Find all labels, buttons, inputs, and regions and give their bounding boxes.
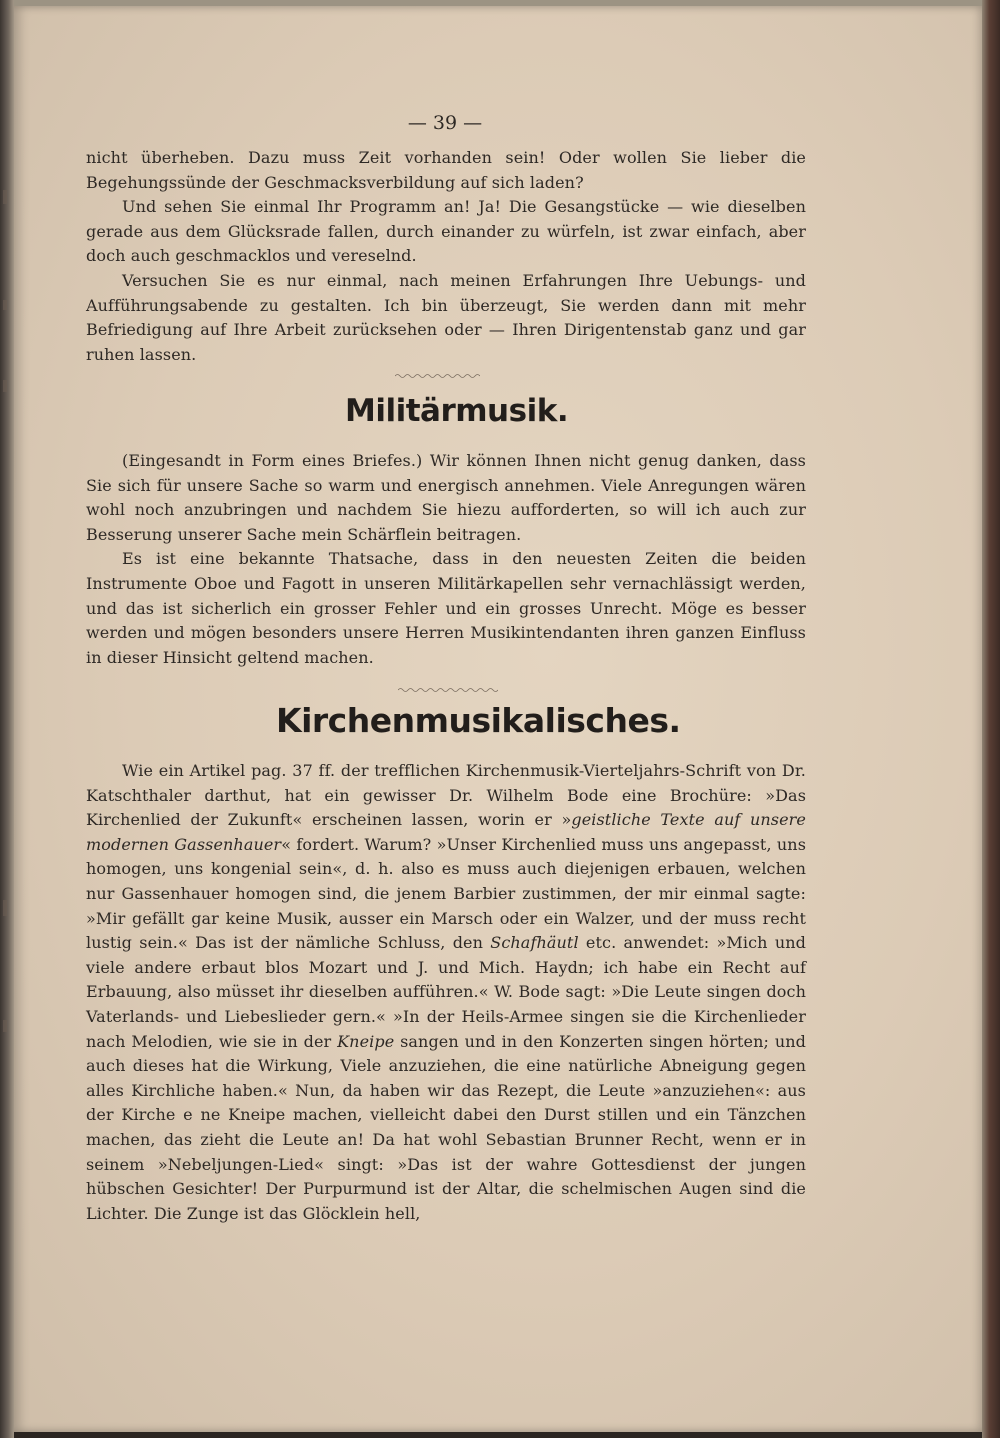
paragraph: Und sehen Sie einmal Ihr Programm an! Ja! Die Gesangstücke — wie dieselben gerade aus dem Glücksrade fallen, durch einander zu würfeln, ist zwar einfach, aber doch auch geschmacklos und vereselnd.: [86, 197, 806, 266]
paragraph: Versuchen Sie es nur einmal, nach meinen Erfahrungen Ihre Uebungs- und Aufführungsabende zu gestalten. Ich bin überzeugt, Sie werden dann mit mehr Befriedigung auf Ihre Arbeit zurücksehen oder — Ihren Dirigentenstab ganz und gar ruhen lassen.: [86, 270, 806, 364]
section-kirchenmusikalisches: [86, 759, 806, 1226]
paragraph: nicht überheben. Dazu muss Zeit vorhanden sein! Oder wollen Sie lieber die Begehungssünde der Geschmacksverbildung auf sich laden?: [86, 148, 806, 192]
page-number: — 39 —: [407, 112, 483, 134]
text-run: Wie ein Artikel pag. 37 ff. der trefflichen Kirchenmusik-Vierteljahrs-Schrift von Dr. Katschthaler darthut, hat ein gewisser Dr. Wilhelm Bode eine Brochüre: »Das Kirchenlied der Zukunft« erscheinen lassen, worin er »: [86, 761, 806, 830]
italic-phrase: geistliche Texte auf unsere modernen Gassenhauer: [86, 810, 806, 854]
margin-mark: [3, 900, 7, 916]
book-spine-left: [0, 0, 14, 1438]
section-divider-ornament: [395, 373, 480, 379]
section-militaermusik: [86, 449, 806, 670]
section-divider-ornament: [398, 687, 498, 693]
margin-mark: [3, 380, 7, 392]
text-run: sangen und in den Konzerten singen hörten; und auch dieses hat die Wirkung, Viele anzuziehen, die eine natürliche Abneigung gegen alles Kirchliche haben.« Nun, da haben wir das Rezept, die Leute »anzuziehen«: aus der Kirche e ne Kneipe machen, vielleicht dabei den Durst stillen und ein Tänzchen machen, das zieht die Leute an! Da hat wohl Sebastian Brunner Recht, wenn er in seinem »Nebeljungen-Lied« singt: »Das ist der wahre Gottesdienst der jungen hübschen Gesichter! Der Purpurmund ist der Altar, die schelmischen Augen sind die Lichter. Die Zunge ist das Glöcklein hell,: [86, 1031, 806, 1223]
section-heading: Kirchenmusikalisches.: [276, 701, 681, 740]
paragraph: [86, 759, 806, 1226]
text-run: etc. anwendet: »Mich und viele andere erbaut blos Mozart und J. und Mich. Haydn; ich habe ein Recht auf Erbauung, also müsset ihr dieselben aufführen.« W. Bode sagt: »Die Leute singen doch Vaterlands- und Liebeslieder gern.« »In der Heils-Armee singen sie die Kirchenlieder nach Melodien, wie sie in der: [86, 933, 806, 1051]
italic-name: Schafhäutl: [490, 933, 579, 953]
margin-mark: [3, 1020, 7, 1032]
section-heading: Militärmusik.: [345, 393, 569, 429]
section-continuation: [86, 146, 806, 367]
book-edge-right: [982, 0, 1000, 1438]
text-run: « fordert. Warum? »Unser Kirchenlied muss uns angepasst, uns homogen, uns kongenial sein«, d. h. also es muss auch diejenigen erbauen, welchen nur Gassenhauer homogen sind, die jenem Barbier zustimmen, der mir einmal sagte: »Mir gefällt gar keine Musik, ausser ein Marsch oder ein Walzer, und der muss recht lustig sein.« Das ist der nämliche Schluss, den: [86, 834, 807, 953]
paragraph: Es ist eine bekannte Thatsache, dass in den neuesten Zeiten die beiden Instrumente Oboe und Fagott in unseren Militärkapellen sehr vernachlässigt werden, und das ist sicherlich ein grosser Fehler und ein grosses Unrecht. Möge es besser werden und mögen besonders unsere Herren Musikintendanten ihren ganzen Einfluss in dieser Hinsicht geltend machen.: [86, 549, 806, 667]
paragraph: (Eingesandt in Form eines Briefes.) Wir können Ihnen nicht genug danken, dass Sie sich für unsere Sache so warm und energisch annehmen. Viele Anregungen wären wohl noch anzubringen und nachdem Sie hiezu aufforderten, so will ich auch zur Besserung unserer Sache mein Schärflein beitragen.: [86, 451, 806, 544]
margin-mark: [3, 190, 7, 204]
margin-mark: [3, 300, 7, 310]
italic-word: Kneipe: [337, 1031, 395, 1051]
